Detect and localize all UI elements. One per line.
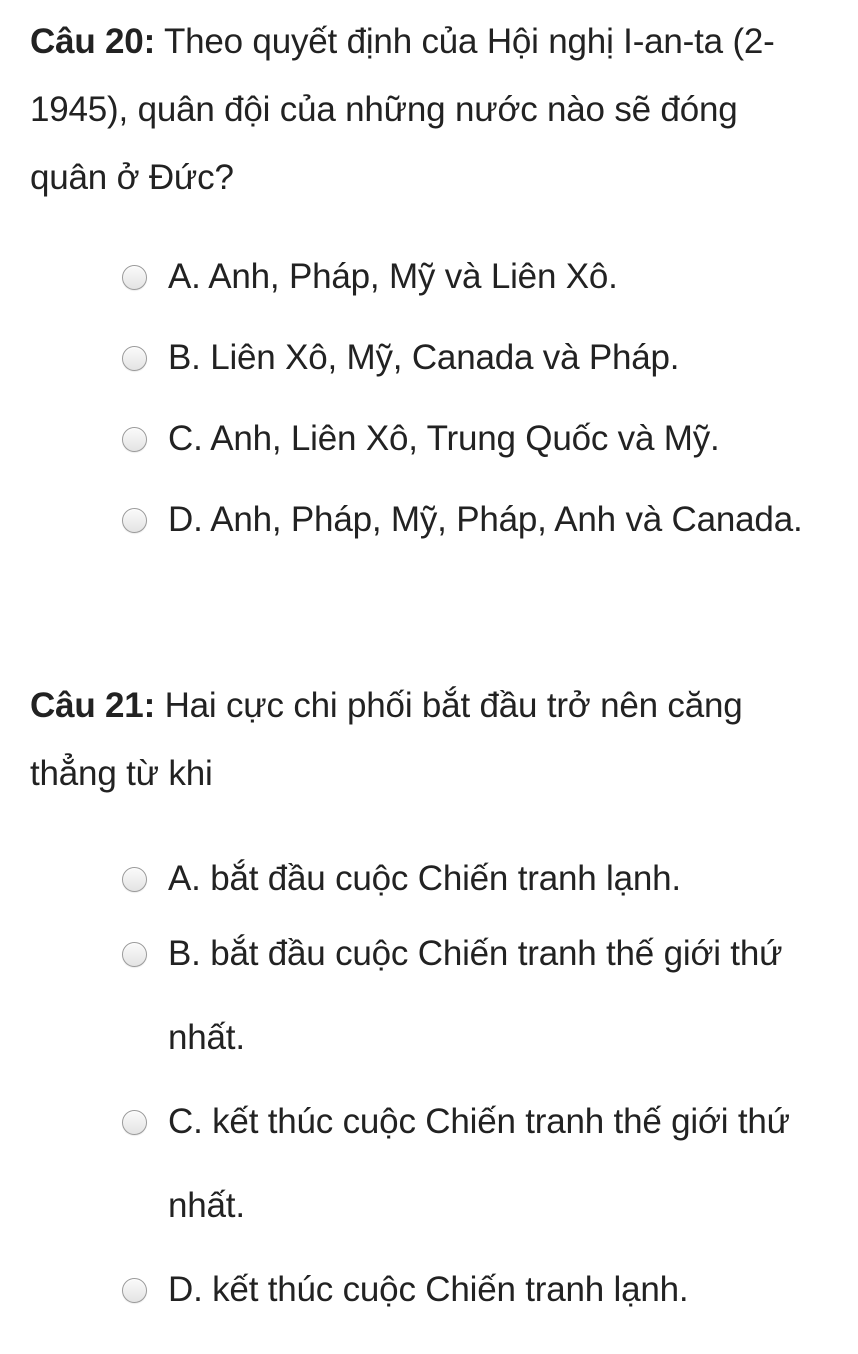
radio-button-icon[interactable] [122,265,147,290]
option-a[interactable] [122,254,832,319]
question-number: Câu 20: [30,22,156,61]
option-label: D. Anh, Pháp, Mỹ, Pháp, Anh và Canada. [168,500,803,539]
option-label: A. Anh, Pháp, Mỹ và Liên Xô. [168,257,618,296]
option-b[interactable] [122,931,832,1080]
question-body: Theo quyết định của Hội nghị I-an-ta (2-1945), quân đội của những nước nào sẽ đóng quân ở Đức? [30,22,775,197]
option-label: A. bắt đầu cuộc Chiến tranh lạnh. [168,859,681,898]
radio-button-icon[interactable] [122,867,147,892]
option-label: B. Liên Xô, Mỹ, Canada và Pháp. [168,338,680,377]
option-d[interactable] [122,1267,832,1332]
option-d[interactable] [122,497,832,562]
option-label: C. Anh, Liên Xô, Trung Quốc và Mỹ. [168,419,720,458]
question-text [30,672,790,808]
question-text [30,8,820,212]
radio-button-icon[interactable] [122,346,147,371]
question-20 [30,8,820,212]
radio-button-icon[interactable] [122,427,147,452]
option-c[interactable] [122,1099,832,1248]
question-number: Câu 21: [30,686,156,725]
radio-button-icon[interactable] [122,508,147,533]
radio-button-icon[interactable] [122,1278,147,1303]
option-b[interactable] [122,335,832,400]
radio-button-icon[interactable] [122,942,147,967]
option-label: D. kết thúc cuộc Chiến tranh lạnh. [168,1270,689,1309]
radio-button-icon[interactable] [122,1110,147,1135]
question-21 [30,672,820,808]
option-label: B. bắt đầu cuộc Chiến tranh thế giới thứ nhất. [168,934,783,1057]
option-label: C. kết thúc cuộc Chiến tranh thế giới thứ nhất. [168,1102,790,1225]
question-body: Hai cực chi phối bắt đầu trở nên căng thẳng từ khi [30,686,743,793]
option-c[interactable] [122,416,832,481]
